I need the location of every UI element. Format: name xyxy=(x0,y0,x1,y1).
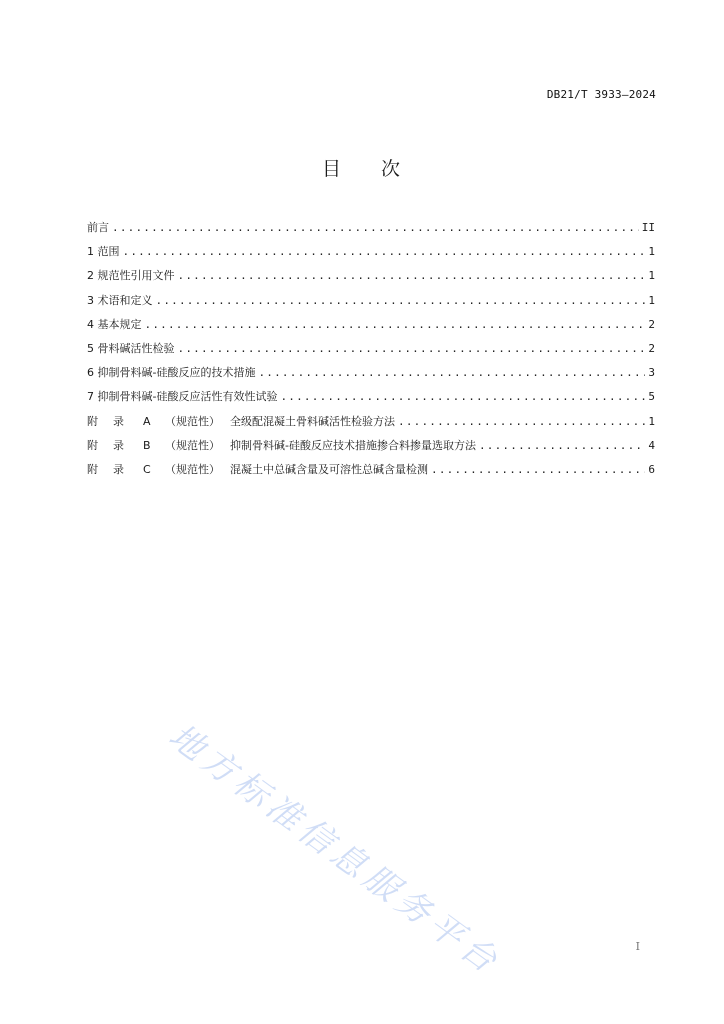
toc-entry-basic-provisions[interactable] xyxy=(87,313,655,337)
toc-entry-page: II xyxy=(641,221,655,234)
toc-entry-aggregate-alkali-test[interactable] xyxy=(87,337,655,361)
toc-entry-page: 1 xyxy=(648,293,655,307)
toc-leader-dots xyxy=(112,216,639,240)
appendix-kind: （规范性） xyxy=(165,438,220,452)
toc-entry-page: 2 xyxy=(648,341,655,355)
appendix-prefix-2: 录 xyxy=(113,414,124,428)
table-of-contents xyxy=(87,216,655,482)
appendix-label xyxy=(87,458,428,482)
appendix-kind: （规范性） xyxy=(165,414,220,428)
standard-code: DB21/T 3933—2024 xyxy=(546,88,656,101)
toc-title xyxy=(0,154,724,181)
toc-entry-technical-measures[interactable] xyxy=(87,361,655,385)
toc-title-left: 目 xyxy=(321,158,343,180)
toc-leader-dots xyxy=(123,240,646,264)
toc-leader-dots xyxy=(258,361,645,385)
toc-leader-dots xyxy=(156,289,646,313)
toc-entry-terms-definitions[interactable] xyxy=(87,289,655,313)
appendix-kind: （规范性） xyxy=(165,462,220,476)
toc-entry-page: 6 xyxy=(648,462,655,476)
toc-entry-normative-references[interactable] xyxy=(87,264,655,288)
toc-entry-foreword[interactable] xyxy=(87,216,655,240)
appendix-name: 抑制骨料碱-硅酸反应技术措施掺合料掺量选取方法 xyxy=(230,438,476,452)
toc-entry-label: 1 范围 xyxy=(87,245,120,259)
appendix-prefix-1: 附 xyxy=(87,438,98,452)
toc-leader-dots xyxy=(479,434,645,458)
toc-entry-page: 4 xyxy=(648,438,655,452)
page-number: I xyxy=(635,940,640,953)
toc-entry-page: 1 xyxy=(648,245,655,259)
appendix-letter: C xyxy=(143,462,151,476)
toc-title-right: 次 xyxy=(381,158,403,180)
toc-entry-label: 4 基本规定 xyxy=(87,317,142,331)
toc-entry-label: 5 骨料碱活性检验 xyxy=(87,341,175,355)
toc-entry-label: 7 抑制骨料碱-硅酸反应活性有效性试验 xyxy=(87,390,278,404)
appendix-name: 混凝土中总碱含量及可溶性总碱含量检测 xyxy=(230,462,428,476)
toc-entry-page: 5 xyxy=(648,390,655,404)
toc-entry-page: 3 xyxy=(648,366,655,380)
toc-entry-appendix-b[interactable] xyxy=(87,434,655,458)
toc-leader-dots xyxy=(280,385,645,409)
toc-entry-appendix-c[interactable] xyxy=(87,458,655,482)
toc-leader-dots xyxy=(431,458,645,482)
appendix-letter: B xyxy=(143,438,151,452)
toc-entry-label: 3 术语和定义 xyxy=(87,293,153,307)
toc-entry-page: 1 xyxy=(648,269,655,283)
toc-entry-appendix-a[interactable] xyxy=(87,410,655,434)
appendix-prefix-1: 附 xyxy=(87,414,98,428)
appendix-letter: A xyxy=(143,414,151,428)
appendix-prefix-1: 附 xyxy=(87,462,98,476)
toc-entry-page: 1 xyxy=(648,414,655,428)
appendix-name: 全级配混凝土骨料碱活性检验方法 xyxy=(230,414,395,428)
toc-entry-label: 6 抑制骨料碱-硅酸反应的技术措施 xyxy=(87,366,256,380)
appendix-prefix-2: 录 xyxy=(113,462,124,476)
appendix-label xyxy=(87,410,395,434)
watermark: 地方标准信息服务平台 xyxy=(161,716,509,984)
toc-leader-dots xyxy=(398,410,645,434)
toc-entry-scope[interactable] xyxy=(87,240,655,264)
toc-entry-label: 2 规范性引用文件 xyxy=(87,269,175,283)
appendix-prefix-2: 录 xyxy=(113,438,124,452)
toc-leader-dots xyxy=(178,264,646,288)
toc-entry-page: 2 xyxy=(648,317,655,331)
toc-entry-label: 前言 xyxy=(87,221,109,234)
toc-entry-effectiveness-test[interactable] xyxy=(87,385,655,409)
toc-leader-dots xyxy=(145,313,646,337)
appendix-label xyxy=(87,434,476,458)
toc-leader-dots xyxy=(178,337,646,361)
